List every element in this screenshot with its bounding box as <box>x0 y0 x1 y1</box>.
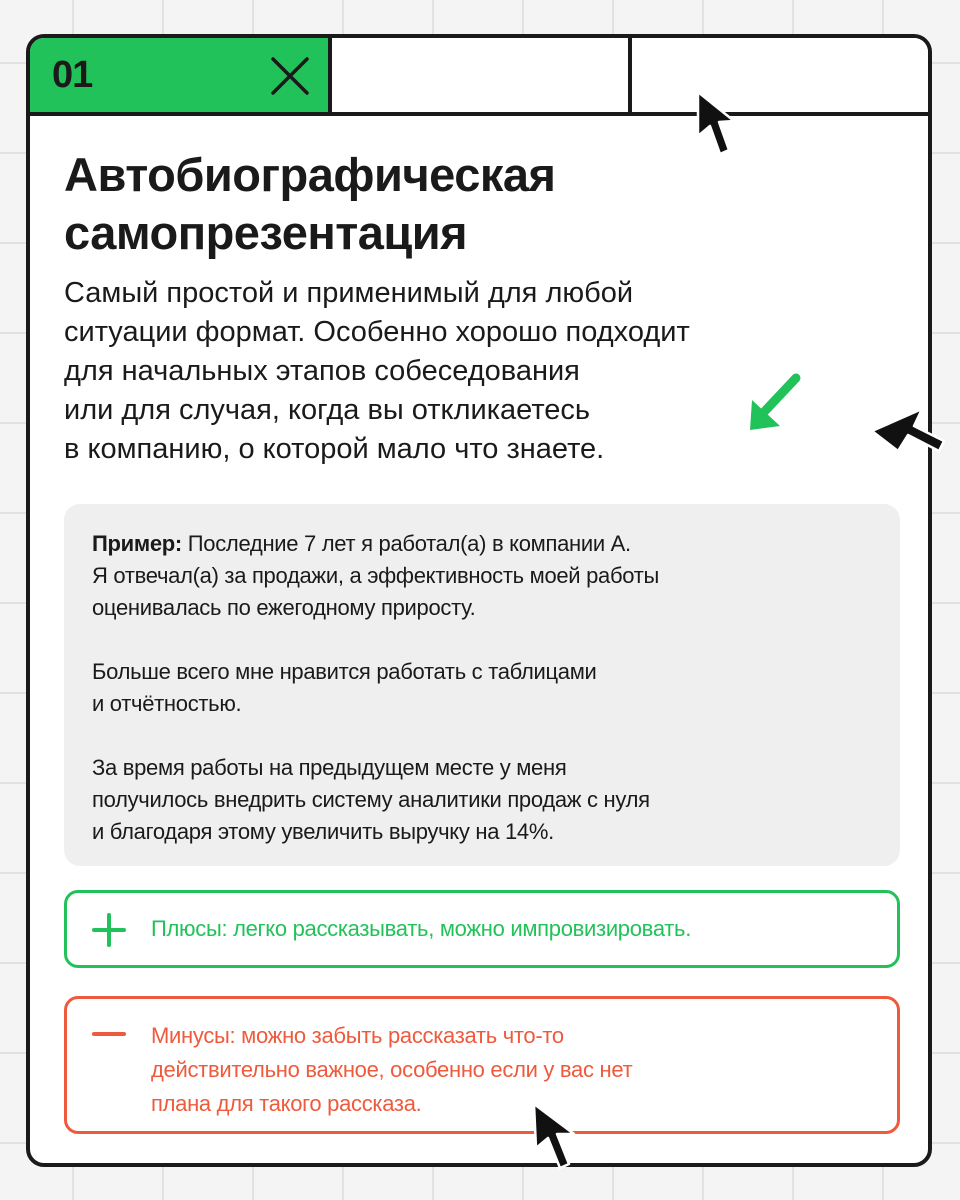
title-line-2: самопрезентация <box>64 206 468 259</box>
example-box <box>64 504 900 866</box>
tab-number: 01 <box>52 54 93 96</box>
example-paragraph-3: За время работы на предыдущем месте у меня получилось внедрить систему аналитики продаж с нуля и благодаря этому увеличить выручку на 14%. <box>92 755 650 844</box>
cursor-arrow-icon <box>524 1100 588 1174</box>
cons-callout <box>64 996 900 1134</box>
tab-02[interactable] <box>332 38 632 112</box>
close-icon[interactable] <box>268 54 312 98</box>
card <box>26 34 932 1167</box>
example-label: Пример: <box>92 531 182 556</box>
tab-03[interactable] <box>632 38 928 112</box>
minus-icon <box>91 1016 127 1052</box>
intro-text: Самый простой и применимый для любой ситуации формат. Особенно хорошо подходит для начальных этапов собеседования или для случая, когда вы откликаетесь в компанию, о которой мало что знаете. <box>64 277 690 465</box>
tab-bar <box>30 38 928 116</box>
plus-icon <box>91 912 127 948</box>
cursor-arrow-icon <box>868 405 950 465</box>
cons-text: Минусы: можно забыть рассказать что-то действительно важное, особенно если у вас нет плана для такого рассказа. <box>151 1023 633 1116</box>
example-paragraph-1 <box>92 528 872 624</box>
pros-text: Плюсы: легко рассказывать, можно импровизировать. <box>151 916 692 941</box>
tab-01[interactable] <box>30 38 332 112</box>
pros-callout <box>64 890 900 968</box>
cursor-arrow-icon <box>690 88 750 168</box>
title-line-1: Автобиографическая <box>64 148 556 201</box>
page-title <box>64 146 884 262</box>
arrow-down-left-icon <box>742 372 804 436</box>
example-paragraph-2: Больше всего мне нравится работать с таблицами и отчётностью. <box>92 659 597 716</box>
example-text-1: Последние 7 лет я работал(а) в компании А. Я отвечал(а) за продажи, а эффективность моей работы оценивалась по ежегодному приросту. <box>92 531 660 620</box>
